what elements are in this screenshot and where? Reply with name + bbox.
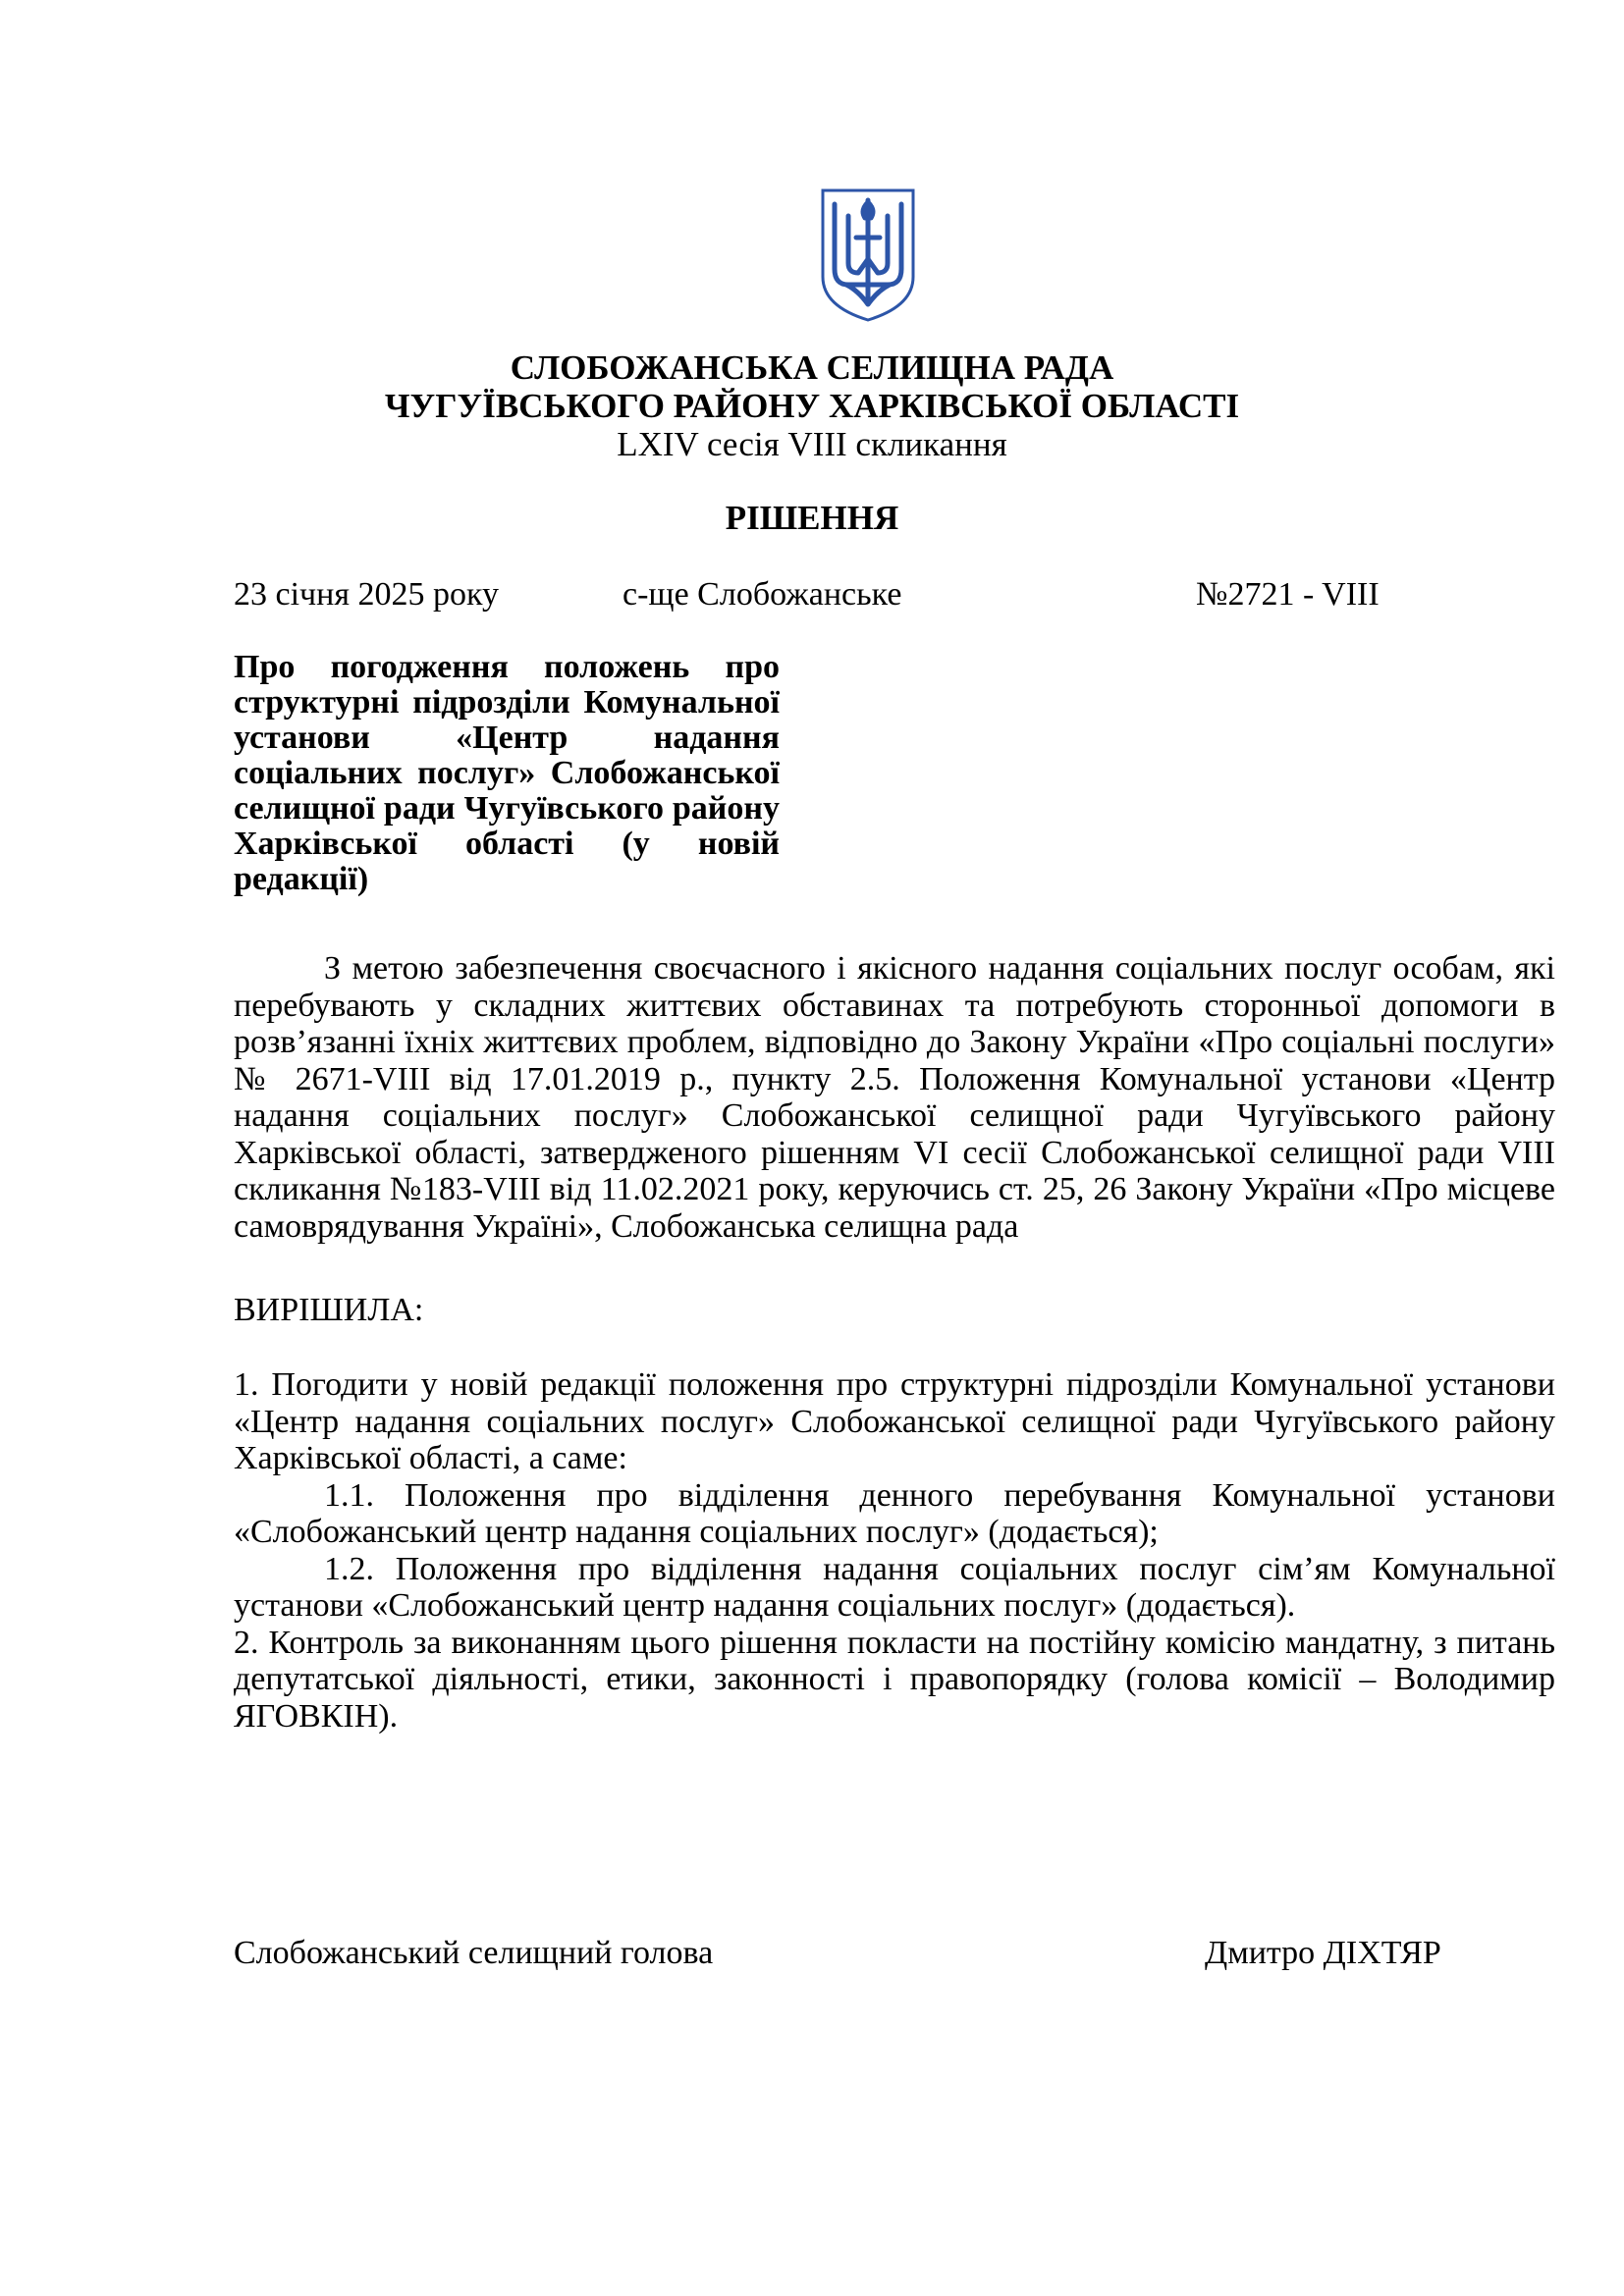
- document-type: РІШЕННЯ: [725, 499, 899, 537]
- decision-item-1-1: 1.1. Положення про відділення денного перебування Комунальної установи «Слобожанський центр надання соціальних послуг» (додається);: [234, 1476, 1555, 1550]
- decision-date: 23 січня 2025 року: [234, 576, 500, 613]
- signature-name: Дмитро ДІХТЯР: [1205, 1935, 1441, 1971]
- coat-of-arms-icon: [818, 187, 918, 324]
- district-region: ЧУГУЇВСЬКОГО РАЙОНУ ХАРКІВСЬКОЇ ОБЛАСТІ: [384, 387, 1240, 425]
- decision-item-1-2: 1.2. Положення про відділення надання соціальних послуг сім’ям Комунальної установи «Слобожанський центр надання соціальних послуг» (додається).: [234, 1550, 1555, 1624]
- decision-number: №2721 - VIII: [1196, 576, 1380, 613]
- decision-item-1: 1. Погодити у новій редакції положення про структурні підрозділи Комунальної установи «Центр надання соціальних послуг» Слобожанської селищної ради Чугуївського району Харківської області, а саме:: [234, 1366, 1555, 1476]
- decision-item-2: 2. Контроль за виконанням цього рішення покласти на постійну комісію мандатну, з питань депутатської діяльності, етики, законності і правопорядку (голова комісії – Володимир ЯГОВКІН).: [234, 1624, 1555, 1735]
- council-name: СЛОБОЖАНСЬКА СЕЛИЩНА РАДА: [510, 348, 1114, 387]
- preamble-paragraph: З метою забезпечення своєчасного і якісного надання соціальних послуг особам, які перебувають у складних життєвих обставинах та потребують сторонньої допомоги в розв’язанні їхніх життєвих проблем, відповідно до Закону України «Про соціальні послуги» № 2671-VIII від 17.01.2019 р., пункту 2.5. Положення Комунальної установи «Центр надання соціальних послуг» Слобожанської селищної ради Чугуївського району Харківської області, затвердженого рішенням VI сесії Слобожанської селищної ради VIII скликання №183-VIII від 11.02.2021 року, керуючись ст. 25, 26 Закону України «Про місцеве самоврядування Україні», Слобожанська селищна рада: [234, 950, 1555, 1245]
- session-line: LXIV сесія VIII скликання: [617, 425, 1007, 463]
- decision-place: с-ще Слобожанське: [623, 576, 902, 613]
- decision-subject: Про погодження положень про структурні підрозділи Комунальної установи «Центр надання соціальних послуг» Слобожанської селищної ради Чугуївського району Харківської області (у новій редакції): [234, 649, 780, 897]
- resolved-label: ВИРІШИЛА:: [234, 1292, 424, 1328]
- decision-items: [234, 1366, 1555, 1735]
- signature-position: Слобожанський селищний голова: [234, 1935, 714, 1971]
